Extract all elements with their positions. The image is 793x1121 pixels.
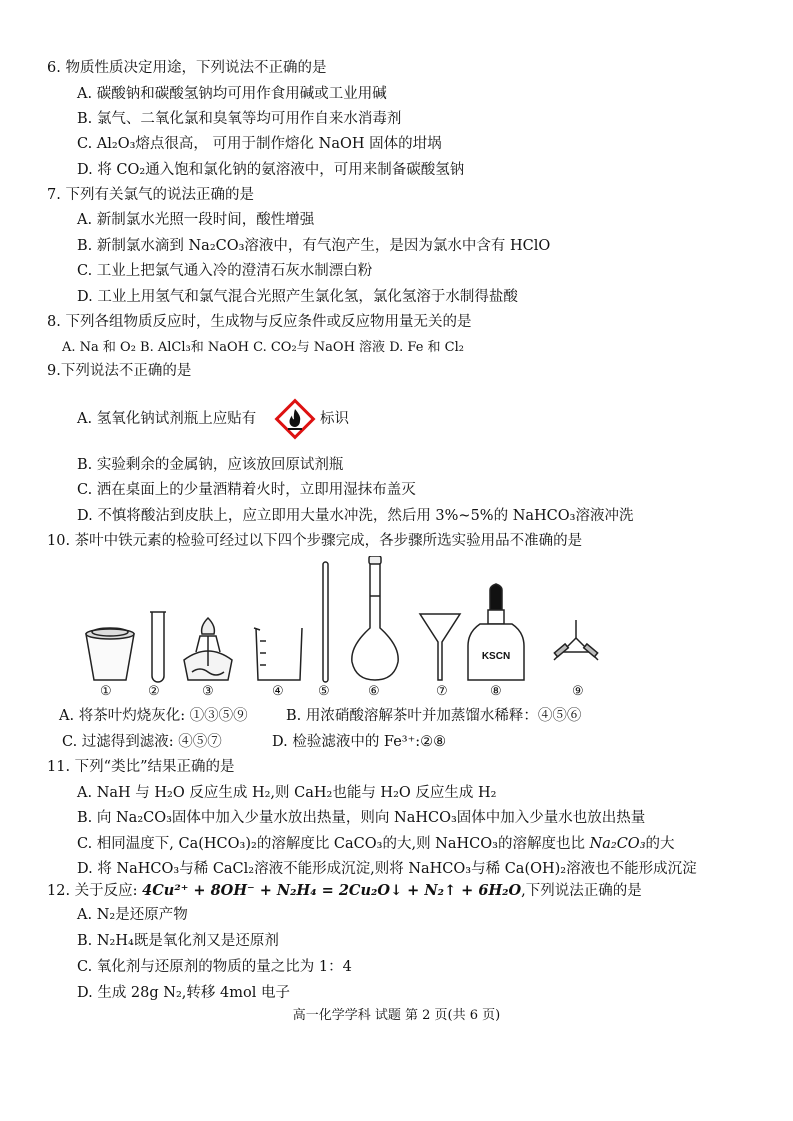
q8-options: A. Na 和 O₂ B. AlCl₃和 NaOH C. CO₂与 NaOH 溶液 D. Fe 和 Cl₂ <box>62 340 464 355</box>
q10-option-b: B. 用浓硝酸溶解茶叶并加蒸馏水稀释：④⑤⑥ <box>286 708 582 724</box>
apparatus-label-5: ⑤ <box>318 684 330 699</box>
glass-rod-icon <box>323 562 328 682</box>
q10-stem: 10. 茶叶中铁元素的检验可经过以下四个步骤完成，各步骤所选实验用品不准确的是 <box>47 533 583 549</box>
q12-option-d: D. 生成 28g N₂,转移 4mol 电子 <box>77 985 290 1001</box>
q12-equation: 4Cu²⁺ + 8OH⁻ + N₂H₄ = 2Cu₂O↓ + N₂↑ + 6H₂O <box>142 882 522 899</box>
q6-stem: 6. 物质性质决定用途，下列说法不正确的是 <box>47 60 327 76</box>
q7-option-b: B. 新制氯水滴到 Na₂CO₃溶液中，有气泡产生，是因为氯水中含有 HClO <box>77 238 551 254</box>
apparatus-label-8: ⑧ <box>490 684 502 699</box>
q6-option-b: B. 氯气、二氧化氯和臭氧等均可用作自来水消毒剂 <box>77 111 402 127</box>
q10-option-c: C. 过滤得到滤液: ④⑤⑦ <box>62 734 222 750</box>
q11-option-d: D. 将 NaHCO₃与稀 CaCl₂溶液不能形成沉淀,则将 NaHCO₃与稀 Ca(OH)₂溶液也不能形成沉淀 <box>77 861 697 877</box>
q6-option-a: A. 碳酸钠和碳酸氢钠均可用作食用碱或工业用碱 <box>77 86 387 102</box>
apparatus-figure <box>80 556 620 706</box>
apparatus-label-6: ⑥ <box>368 684 380 699</box>
apparatus-label-1: ① <box>100 684 112 699</box>
q12-stem <box>47 881 642 901</box>
crucible-icon <box>86 628 134 680</box>
page-footer: 高一化学学科 试题 第 2 页(共 6 页) <box>292 1008 501 1023</box>
q9-stem: 9.下列说法不正确的是 <box>47 363 192 379</box>
q7-stem: 7. 下列有关氯气的说法正确的是 <box>47 187 254 203</box>
funnel-icon <box>420 614 460 680</box>
q9-option-c: C. 洒在桌面上的少量酒精着火时，立即用湿抹布盖灭 <box>77 482 416 498</box>
q12-option-b: B. N₂H₄既是氧化剂又是还原剂 <box>77 933 279 949</box>
test-tube-icon <box>150 612 166 682</box>
dropper-bottle-icon <box>468 584 524 680</box>
apparatus-label-4: ④ <box>272 684 284 699</box>
q11-option-c-formula: Na₂CO₃ <box>589 836 646 852</box>
q6-option-c: C. Al₂O₃熔点很高， 可用于制作熔化 NaOH 固体的坩埚 <box>77 136 442 152</box>
clay-triangle-icon <box>554 620 598 660</box>
flammable-hazard-icon <box>274 398 316 440</box>
reagent-label: KSCN <box>481 651 511 662</box>
q11-option-c-text: C. 相同温度下, Ca(HCO₃)₂的溶解度比 CaCO₃的大,则 NaHCO₃的溶解度也比 <box>77 836 590 852</box>
q9-option-b: B. 实验剩余的金属钠，应该放回原试剂瓶 <box>77 457 344 473</box>
q8-stem: 8. 下列各组物质反应时，生成物与反应条件或反应物用量无关的是 <box>47 314 472 330</box>
apparatus-label-9: ⑨ <box>572 684 584 699</box>
q9-option-a-post: 标识 <box>320 411 349 427</box>
apparatus-label-7: ⑦ <box>436 684 448 699</box>
q11-option-c <box>77 834 675 854</box>
q10-option-a: A. 将茶叶灼烧灰化: ①③⑤⑨ <box>59 708 248 724</box>
q6-option-d: D. 将 CO₂通入饱和氯化钠的氨溶液中，可用来制备碳酸氢钠 <box>77 162 465 178</box>
q11-stem: 11. 下列“类比”结果正确的是 <box>47 759 235 775</box>
q9-option-a-pre: A. 氢氧化钠试剂瓶上应贴有 <box>77 411 257 427</box>
beaker-icon <box>254 628 302 680</box>
q10-option-d: D. 检验滤液中的 Fe³⁺:②⑧ <box>272 734 447 750</box>
alcohol-lamp-icon <box>184 618 232 680</box>
q11-option-a: A. NaH 与 H₂O 反应生成 H₂,则 CaH₂也能与 H₂O 反应生成 H₂ <box>77 785 497 801</box>
q12-option-a: A. N₂是还原产物 <box>77 907 188 923</box>
q7-option-c: C. 工业上把氯气通入冷的澄清石灰水制漂白粉 <box>77 263 373 279</box>
q7-option-a: A. 新制氯水光照一段时间，酸性增强 <box>77 212 315 228</box>
q11-option-b: B. 向 Na₂CO₃固体中加入少量水放出热量，则向 NaHCO₃固体中加入少量水也放出热量 <box>77 810 646 826</box>
q12-stem-text: 12. 关于反应: <box>47 883 143 899</box>
q9-option-d: D. 不慎将酸沾到皮肤上，应立即用大量水冲洗，然后用 3%~5%的 NaHCO₃溶液冲洗 <box>77 508 634 524</box>
q11-option-c-tail: 的大 <box>645 836 675 852</box>
apparatus-label-2: ② <box>148 684 160 699</box>
q12-stem-tail: ,下列说法正确的是 <box>521 883 642 899</box>
apparatus-label-3: ③ <box>202 684 214 699</box>
q12-option-c: C. 氧化剂与还原剂的物质的量之比为 1：4 <box>77 959 352 975</box>
volumetric-flask-icon <box>352 556 398 680</box>
q7-option-d: D. 工业上用氢气和氯气混合光照产生氯化氢，氯化氢溶于水制得盐酸 <box>77 289 518 305</box>
